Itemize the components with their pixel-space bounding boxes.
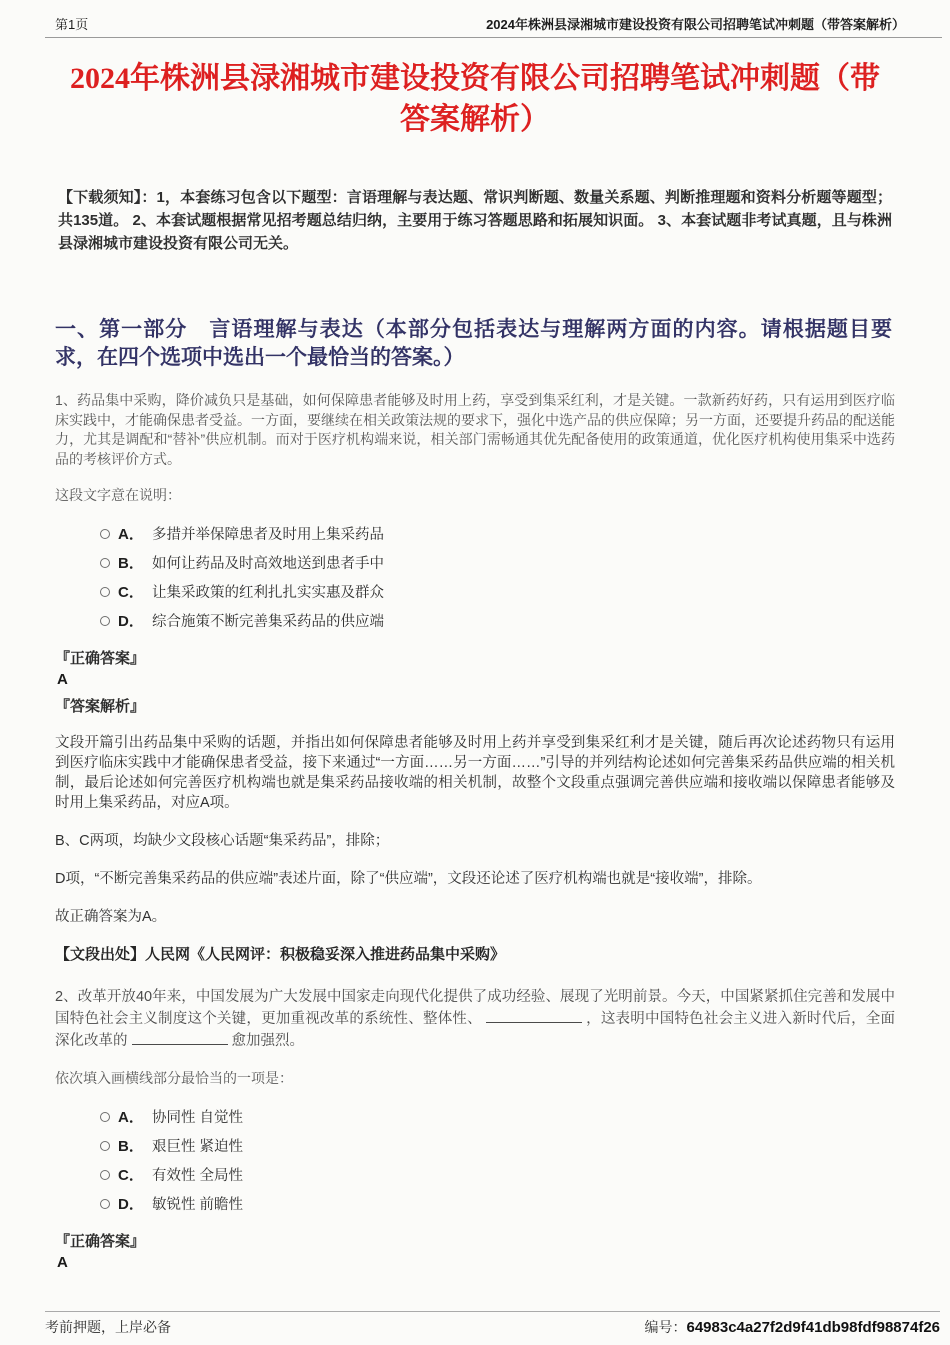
question1-options: [100, 519, 950, 635]
question1-option-a[interactable]: [100, 519, 950, 548]
page-header: [0, 0, 950, 37]
question1-analysis-d: D项，“不断完善集采药品的供应端”表述片面，除了“供应端”，文段还论述了医疗机构端也就是“接收端”，排除。: [55, 871, 762, 887]
analysis-label: 『答案解析』: [55, 698, 146, 715]
question2-stem: [55, 986, 895, 1052]
question2-option-a[interactable]: [100, 1102, 950, 1131]
question2-option-c[interactable]: [100, 1160, 950, 1189]
question2-option-d[interactable]: [100, 1189, 950, 1218]
page-number: 第1页: [55, 17, 89, 32]
option-label: A．: [118, 526, 144, 543]
radio-button-icon[interactable]: [100, 558, 110, 568]
fill-blank-2: [132, 1031, 228, 1045]
correct-answer-value: A: [57, 671, 68, 688]
option-label: B．: [118, 1138, 144, 1155]
radio-button-icon[interactable]: [100, 616, 110, 626]
question1-analysis-bc: B、C两项，均缺少文段核心话题“集采药品”，排除；: [55, 833, 390, 849]
fill-blank-1: [486, 1009, 582, 1023]
question2-option-b[interactable]: [100, 1131, 950, 1160]
footer-serial-label: 编号：: [644, 1319, 687, 1335]
option-label: D．: [118, 1196, 144, 1213]
radio-button-icon[interactable]: [100, 1112, 110, 1122]
correct-answer-value: A: [57, 1254, 68, 1271]
radio-button-icon[interactable]: [100, 1199, 110, 1209]
radio-button-icon[interactable]: [100, 1141, 110, 1151]
question1-option-d[interactable]: [100, 606, 950, 635]
footer-slogan: 考前押题，上岸必备: [45, 1319, 171, 1335]
option-text: 让集采政策的红利扎扎实实惠及群众: [152, 585, 384, 601]
question1-analysis-conclusion: 故正确答案为A。: [55, 909, 167, 925]
document-title: 2024年株洲县渌湘城市建设投资有限公司招聘笔试冲刺题（带答案解析）: [70, 62, 880, 136]
page-footer: [0, 1311, 950, 1337]
question1-stem: 1、药品集中采购，降价减负只是基础，如何保障患者能够及时用上药，享受到集采红利，才是关键。一款新药好药，只有运用到医疗临床实践中，才能确保患者受益。一方面，要继续在相关政策法规的要求下，强化中选产品的供应保障；另一方面，还要提升药品的配送能力，尤其是调配和“替补”供应机制。而对于医疗机构端来说，相关部门需畅通其优先配备使用的政策通道，优化医疗机构使用集采中选药品的考核评价方式。: [55, 392, 895, 467]
question1-option-c[interactable]: [100, 577, 950, 606]
question2-stem-part1: 2、改革开放40年来，中国发展为广大发展中国家走向现代化提供了成功经验、展现了光明前景。今天，中国紧紧抓住完善和发展中国特色社会主义制度这个关键，更加重视改革的系统性、整体性、: [55, 989, 895, 1027]
option-text: 综合施策不断完善集采药品的供应端: [152, 614, 384, 630]
correct-answer-label: 『正确答案』: [55, 650, 146, 667]
option-label: C．: [118, 584, 144, 601]
radio-button-icon[interactable]: [100, 1170, 110, 1180]
option-text: 如何让药品及时高效地送到患者手中: [152, 556, 384, 572]
question1-option-b[interactable]: [100, 548, 950, 577]
question1-analysis-paragraph: 文段开篇引出药品集中采购的话题，并指出如何保障患者能够及时用上药并享受到集采红利才是关键，随后再次论述药物只有运用到医疗临床实践中才能确保患者受益，接下来通过“一方面……另一方面……”引导的并列结构论述如何完善集采药品供应端的相关机制，最后论述如何完善医疗机构端也就是集采药品接收端的相关机制，故整个文段重点强调完善供应端和接收端以保障患者能够及时用上集采药品，对应A项。: [55, 735, 895, 811]
question2-stem-part3: 愈加强烈。: [231, 1033, 304, 1049]
option-text: 多措并举保障患者及时用上集采药品: [152, 527, 384, 543]
question1-answer-block: [55, 648, 895, 717]
footer-serial: [645, 1317, 941, 1337]
question2-options: [100, 1102, 950, 1218]
download-notice: 【下载须知】：1，本套练习包含以下题型：言语理解与表达题、常识判断题、数量关系题、判断推理题和资料分析题等题型；共135道。 2、本套试题根据常见招考题总结归纳，主要用于练习答题思路和拓展知识面。 3、本套试题非考试真题，且与株洲县渌湘城市建设投资有限公司无关。: [58, 189, 892, 252]
option-text: 协同性 自觉性: [152, 1110, 244, 1126]
option-text: 有效性 全局性: [152, 1168, 244, 1184]
option-label: A．: [118, 1109, 144, 1126]
correct-answer-label: 『正确答案』: [55, 1233, 146, 1250]
option-label: B．: [118, 555, 144, 572]
option-text: 敏锐性 前瞻性: [152, 1197, 244, 1213]
question1-prompt: 这段文字意在说明：: [55, 487, 181, 503]
option-label: D．: [118, 613, 144, 630]
section-heading: 一、第一部分 言语理解与表达（本部分包括表达与理解两方面的内容。请根据题目要求，在四个选项中选出一个最恰当的答案。）: [55, 317, 892, 369]
option-text: 艰巨性 紧迫性: [152, 1139, 244, 1155]
option-label: C．: [118, 1167, 144, 1184]
header-doc-title: 2024年株洲县渌湘城市建设投资有限公司招聘笔试冲刺题（带答案解析）: [486, 17, 905, 32]
question1-source: 【文段出处】人民网《人民网评：积极稳妥深入推进药品集中采购》: [55, 946, 506, 963]
radio-button-icon[interactable]: [100, 529, 110, 539]
question2-answer-block: [55, 1231, 895, 1273]
question2-stem-part2: ，这表明中国特色社会主义进入新时代后，全面深化改革的: [55, 1011, 896, 1049]
question2-prompt: 依次填入画横线部分最恰当的一项是：: [55, 1070, 293, 1086]
radio-button-icon[interactable]: [100, 587, 110, 597]
header-divider: [45, 37, 942, 38]
footer-serial-value: 64983c4a27f2d9f41db98fdf98874f26: [686, 1319, 940, 1336]
